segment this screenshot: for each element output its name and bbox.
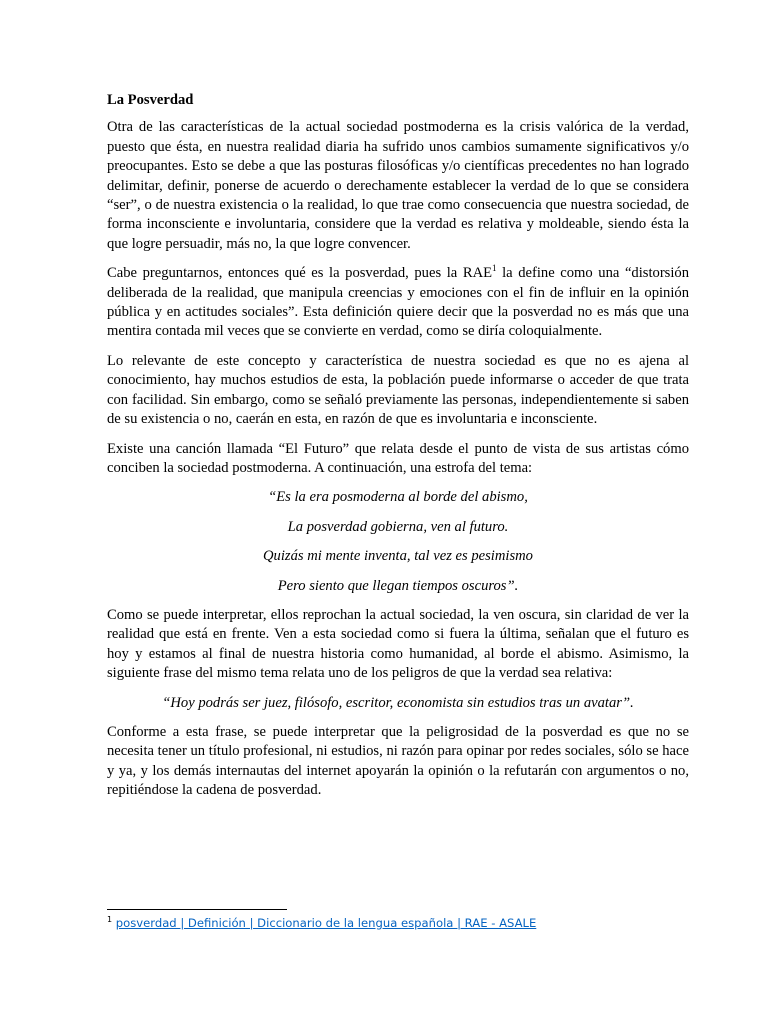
song-verse-line-1: “Es la era posmoderna al borde del abismo, bbox=[268, 489, 528, 506]
footnote-reference[interactable]: 1 bbox=[492, 263, 497, 274]
document-body bbox=[107, 91, 689, 811]
song-verse-line-4: Pero siento que llegan tiempos oscuros”. bbox=[277, 577, 519, 594]
footnote-link[interactable]: posverdad | Definición | Diccionario de la lengua española | RAE - ASALE bbox=[115, 916, 537, 930]
document-title: La Posverdad bbox=[107, 92, 194, 108]
footnote bbox=[107, 916, 689, 931]
paragraph-6: Conforme a esta frase, se puede interpretar que la peligrosidad de la posverdad es que no se necesita tener un título profesional, ni estudios, ni razón para opinar por redes sociales, sólo se hace y ya, y los demás internautas del internet apoyarán la opinión o la refutarán con argumentos o no, repitiéndose la cadena de posverdad. bbox=[107, 723, 689, 799]
paragraph-2-text-b: la define como una “distorsión deliberada de la realidad, que manipula creencias y emociones con el fin de influir en la opinión pública y en actitudes sociales”. Esta definición quiere decir que la posverdad no es más que una mentira contada mil veces que se convierte en verdad, como se diría coloquialmente. bbox=[107, 265, 690, 340]
paragraph-2 bbox=[107, 264, 689, 342]
paragraph-1: Otra de las características de la actual sociedad postmoderna es la crisis valórica de la verdad, puesto que ésta, en nuestra realidad diaria ha sufrido unos cambios sumamente significativos y/o preocupantes. Esto se debe a que las posturas filosóficas y/o científicas precedentes no han logrado delimitar, definir, ponerse de acuerdo o derechamente establecer la verdad de lo que se considera “ser”, o de nuestra existencia o la realidad, lo que trae como consecuencia que nuestra sociedad, de forma inconsciente e involuntaria, considere que la verdad es relativa y moldeable, siendo ésta la que logre persuadir, más no, la que logre convencer. bbox=[107, 119, 689, 252]
song-verse-line-2: La posverdad gobierna, ven al futuro. bbox=[287, 518, 509, 535]
song-verse-line-3: Quizás mi mente inventa, tal vez es pesimismo bbox=[263, 548, 533, 565]
paragraph-3: Lo relevante de este concepto y característica de nuestra sociedad es que no es ajena al conocimiento, hay muchos estudios de esta, la población puede informarse o acceder de que trata con facilidad. Sin embargo, como se señaló previamente las personas, independientemente si saben de su existencia o no, caerán en esta, en razón de que es involuntaria e inconsciente. bbox=[107, 352, 689, 428]
song-quote: “Hoy podrás ser juez, filósofo, escritor, economista sin estudios tras un avatar”. bbox=[162, 694, 634, 711]
paragraph-4: Existe una canción llamada “El Futuro” que relata desde el punto de vista de sus artistas cómo conciben la sociedad postmoderna. A continuación, una estrofa del tema: bbox=[107, 440, 689, 476]
paragraph-5: Como se puede interpretar, ellos reprochan la actual sociedad, la ven oscura, sin claridad de ver la realidad que está en frente. Ven a esta sociedad como si fuera la última, señalan que el futuro es hoy y estamos al final de nuestra historia como humanidad, al borde el abismo. Asimismo, la siguiente frase del mismo tema relata uno de los peligros de que la verdad sea relativa: bbox=[107, 606, 689, 682]
paragraph-2-text-a: Cabe preguntarnos, entonces qué es la posverdad, pues la RAE bbox=[107, 265, 493, 282]
footnote-separator bbox=[107, 909, 287, 910]
footnote-number: 1 bbox=[107, 915, 113, 925]
